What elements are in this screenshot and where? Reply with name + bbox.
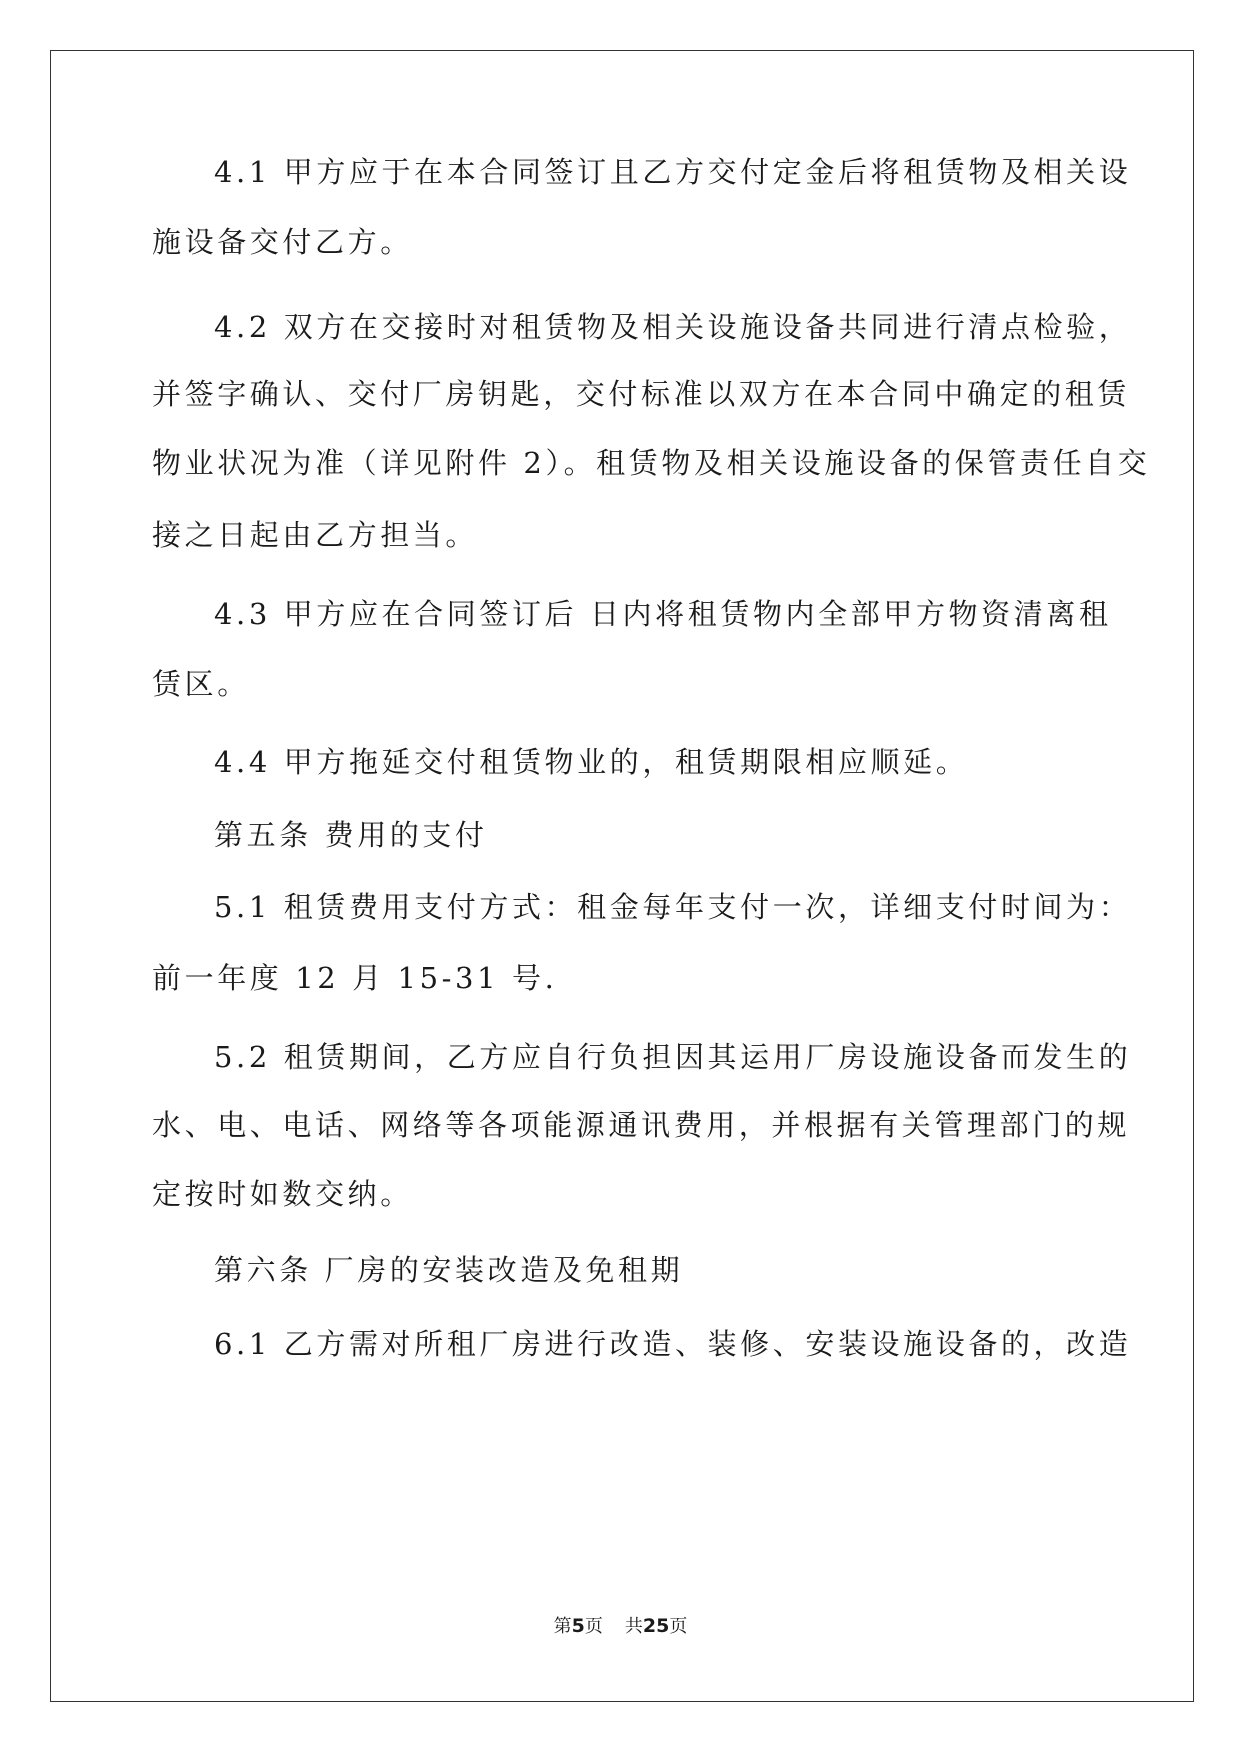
text-line: 4.1 甲方应于在本合同签订且乙方交付定金后将租赁物及相关设 — [214, 155, 1132, 189]
text-line: 5.2 租赁期间，乙方应自行负担因其运用厂房设施设备而发生的 — [214, 1040, 1132, 1074]
text-line: 6.1 乙方需对所租厂房进行改造、装修、安装设施设备的，改造 — [214, 1327, 1132, 1361]
text-line: 前一年度 12 月 15-31 号. — [152, 961, 558, 995]
section-heading: 第五条 费用的支付 — [214, 818, 488, 852]
footer-page-suffix: 页 — [584, 1616, 603, 1637]
text-line: 施设备交付乙方。 — [152, 225, 413, 259]
text-line: 并签字确认、交付厂房钥匙，交付标准以双方在本合同中确定的租赁 — [152, 377, 1131, 411]
text-line: 物业状况为准（详见附件 2）。租赁物及相关设施设备的保管责任自交 — [152, 446, 1151, 480]
text-line: 5.1 租赁费用支付方式：租金每年支付一次，详细支付时间为： — [214, 890, 1132, 924]
total-page-count: 25 — [642, 1615, 670, 1637]
text-line: 4.3 甲方应在合同签订后 日内将租赁物内全部甲方物资清离租 — [214, 597, 1112, 631]
footer-prefix: 第 — [553, 1616, 572, 1637]
current-page-number: 5 — [571, 1615, 585, 1637]
footer-total-prefix: 共 — [624, 1616, 643, 1637]
text-line: 水、电、电话、网络等各项能源通讯费用，并根据有关管理部门的规 — [152, 1108, 1131, 1142]
text-line: 定按时如数交纳。 — [152, 1177, 413, 1211]
text-line: 4.4 甲方拖延交付租赁物业的，租赁期限相应顺延。 — [214, 745, 969, 779]
text-line: 赁区。 — [152, 667, 250, 701]
page-frame — [50, 50, 1194, 1702]
page-footer — [0, 1614, 1241, 1639]
section-heading: 第六条 厂房的安装改造及免租期 — [214, 1253, 684, 1287]
text-line: 接之日起由乙方担当。 — [152, 518, 479, 552]
footer-total-suffix: 页 — [669, 1616, 688, 1637]
text-line: 4.2 双方在交接时对租赁物及相关设施设备共同进行清点检验， — [214, 310, 1132, 344]
